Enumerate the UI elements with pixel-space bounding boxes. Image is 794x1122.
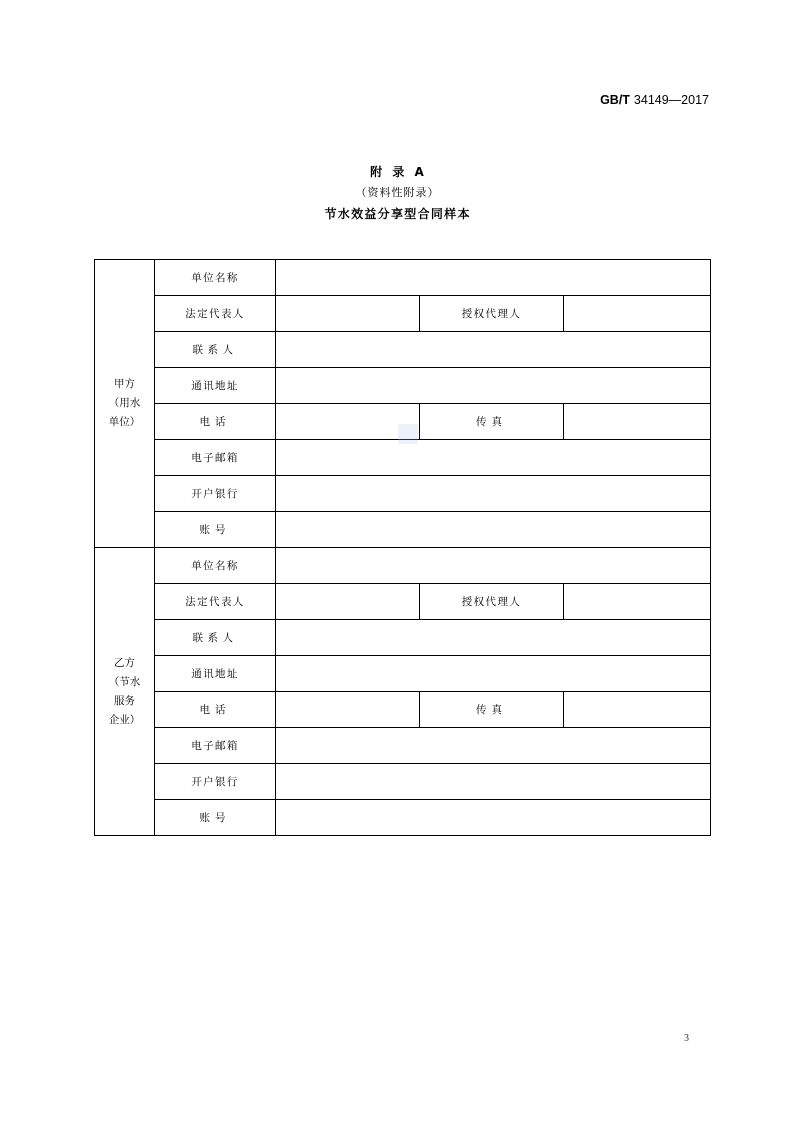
table-row [95, 332, 711, 368]
field-label-email: 电子邮箱 [155, 440, 276, 476]
field-label-contact: 联系人 [155, 332, 276, 368]
field-label-fax: 传真 [420, 692, 564, 728]
field-label-unit-name: 单位名称 [155, 548, 276, 584]
table-row [95, 584, 711, 620]
field-value-email [276, 728, 711, 764]
party-label-line: 企业） [108, 714, 141, 726]
field-value-bank [276, 764, 711, 800]
field-value-unit-name [276, 548, 711, 584]
field-label-phone: 电话 [155, 692, 276, 728]
standard-code-number: 34149—2017 [633, 93, 709, 107]
party-b-label [95, 548, 155, 836]
table-row [95, 764, 711, 800]
party-label-line: 服务 [114, 695, 135, 707]
table-row [95, 296, 711, 332]
standard-code [600, 93, 709, 108]
field-value-fax [564, 692, 711, 728]
appendix-heading: 附 录 A [370, 165, 427, 179]
table-row [95, 692, 711, 728]
contract-party-table [94, 259, 711, 836]
table-row [95, 260, 711, 296]
field-label-bank: 开户银行 [155, 764, 276, 800]
field-label-unit-name: 单位名称 [155, 260, 276, 296]
field-value-address [276, 656, 711, 692]
field-label-address: 通讯地址 [155, 368, 276, 404]
party-label-line: （用水 [108, 398, 141, 409]
table-row [95, 728, 711, 764]
field-value-contact [276, 620, 711, 656]
field-value-account [276, 800, 711, 836]
watermark-mark [398, 424, 418, 444]
field-label-fax: 传真 [420, 404, 564, 440]
table-row [95, 476, 711, 512]
field-value-authorized-agent [564, 584, 711, 620]
party-label-line: 甲方 [114, 379, 135, 390]
field-value-unit-name [276, 260, 711, 296]
field-label-email: 电子邮箱 [155, 728, 276, 764]
field-label-account: 账号 [155, 800, 276, 836]
field-label-contact: 联系人 [155, 620, 276, 656]
table-row [95, 368, 711, 404]
field-label-account: 账号 [155, 512, 276, 548]
field-value-legal-rep [276, 584, 420, 620]
field-value-fax [564, 404, 711, 440]
field-value-address [276, 368, 711, 404]
table-row [95, 800, 711, 836]
table-row [95, 512, 711, 548]
field-label-authorized-agent: 授权代理人 [420, 296, 564, 332]
field-value-contact [276, 332, 711, 368]
field-value-legal-rep [276, 296, 420, 332]
party-label-line: 乙方 [114, 657, 135, 669]
table-row [95, 620, 711, 656]
field-label-authorized-agent: 授权代理人 [420, 584, 564, 620]
field-label-legal-rep: 法定代表人 [155, 584, 276, 620]
appendix-type: （资料性附录） [355, 186, 440, 199]
field-label-bank: 开户银行 [155, 476, 276, 512]
field-value-authorized-agent [564, 296, 711, 332]
field-value-bank [276, 476, 711, 512]
table-row [95, 548, 711, 584]
field-value-account [276, 512, 711, 548]
page-number: 3 [684, 1033, 689, 1044]
field-label-address: 通讯地址 [155, 656, 276, 692]
field-label-legal-rep: 法定代表人 [155, 296, 276, 332]
field-label-phone: 电话 [155, 404, 276, 440]
party-a-label [95, 260, 155, 548]
table-row [95, 440, 711, 476]
field-value-phone [276, 692, 420, 728]
party-label-line: 单位） [108, 417, 141, 428]
appendix-title: 节水效益分享型合同样本 [324, 207, 471, 221]
party-label-line: （节水 [108, 676, 141, 688]
standard-code-prefix: GB/T [600, 93, 630, 107]
table-row [95, 656, 711, 692]
field-value-email [276, 440, 711, 476]
